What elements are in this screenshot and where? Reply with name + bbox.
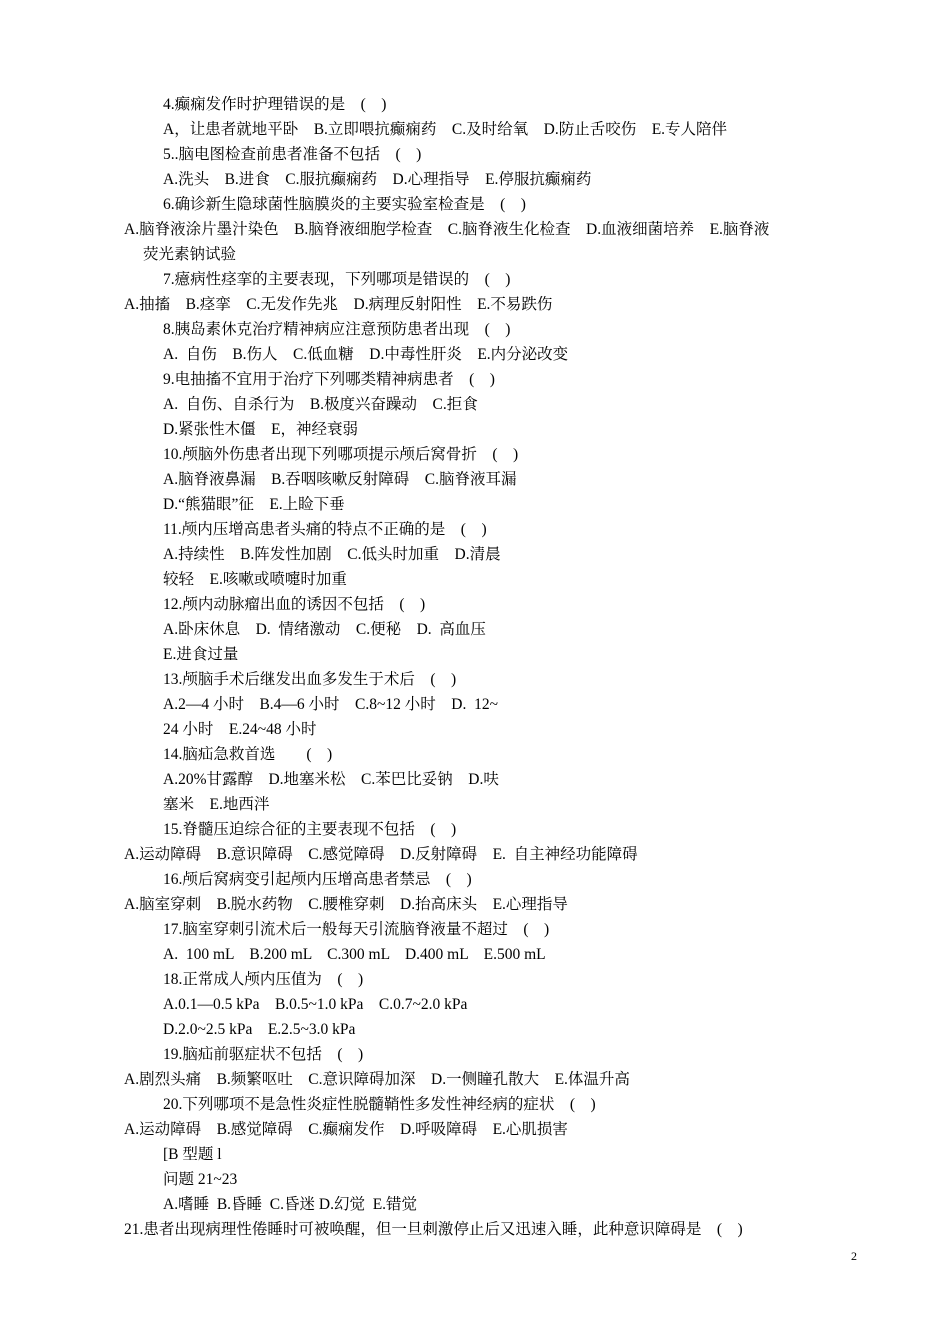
question-7-options: A.抽搐 B.痉挛 C.无发作先兆 D.病理反射阳性 E.不易跌伤 [124,296,553,313]
question-20-options: A.运动障碍 B.感觉障碍 C.癫痫发作 D.呼吸障碍 E.心肌损害 [124,1121,568,1138]
question-16: 16.颅后窝病变引起颅内压增高患者禁忌 ( ) [163,871,472,888]
question-19-options: A.剧烈头痛 B.频繁呕吐 C.意识障碍加深 D.一侧瞳孔散大 E.体温升高 [124,1071,630,1088]
question-9: 9.电抽搐不宜用于治疗下列哪类精神病患者 ( ) [163,371,495,388]
page-number: 2 [851,1249,857,1263]
question-10: 10.颅脑外伤患者出现下列哪项提示颅后窝骨折 ( ) [163,446,519,463]
question-group-label: 问题 21~23 [163,1171,238,1188]
question-11-options-cont: 较轻 E.咳嗽或喷嚏时加重 [163,571,347,588]
question-13: 13.颅脑手术后继发出血多发生于术后 ( ) [163,671,457,688]
question-6: 6.确诊新生隐球菌性脑膜炎的主要实验室检查是 ( ) [163,196,526,213]
shared-options: A.嗜睡 B.昏睡 C.昏迷 D.幻觉 E.错觉 [163,1196,418,1213]
question-5-options: A.洗头 B.进食 C.服抗癫痫药 D.心理指导 E.停服抗癫痫药 [163,171,592,188]
question-18: 18.正常成人颅内压值为 ( ) [163,971,364,988]
question-11-options: A.持续性 B.阵发性加剧 C.低头时加重 D.清晨 [163,546,501,563]
section-heading-b-type: [B 型题 l [163,1146,222,1163]
question-7: 7.癔病性痉挛的主要表现，下列哪项是错误的 ( ) [163,271,511,288]
question-10-options-cont: D.“熊猫眼”征 E.上睑下垂 [163,496,345,513]
question-18-options: A.0.1—0.5 kPa B.0.5~1.0 kPa C.0.7~2.0 kPa [163,996,468,1013]
question-12-options: A.卧床休息 D. 情绪激动 C.便秘 D. 高血压 [163,621,486,638]
question-15-options: A.运动障碍 B.意识障碍 C.感觉障碍 D.反射障碍 E. 自主神经功能障碍 [124,846,638,863]
question-18-options-cont: D.2.0~2.5 kPa E.2.5~3.0 kPa [163,1021,356,1038]
question-15: 15.脊髓压迫综合征的主要表现不包括 ( ) [163,821,457,838]
question-14-options: A.20%甘露醇 D.地塞米松 C.苯巴比妥钠 D.呋 [163,771,499,788]
question-6-options-cont: 荧光素钠试验 [143,246,237,263]
question-8: 8.胰岛素休克治疗精神病应注意预防患者出现 ( ) [163,321,511,338]
question-16-options: A.脑室穿刺 B.脱水药物 C.腰椎穿刺 D.抬高床头 E.心理指导 [124,896,568,913]
question-10-options: A.脑脊液鼻漏 B.吞咽咳嗽反射障碍 C.脑脊液耳漏 [163,471,517,488]
question-14-options-cont: 塞米 E.地西泮 [163,796,270,813]
question-13-options: A.2—4 小时 B.4—6 小时 C.8~12 小时 D. 12~ [163,696,498,713]
question-5: 5..脑电图检查前患者准备不包括 ( ) [163,146,422,163]
question-13-options-cont: 24 小时 E.24~48 小时 [163,721,317,738]
question-14: 14.脑疝急救首选 ( ) [163,746,333,763]
question-12: 12.颅内动脉瘤出血的诱因不包括 ( ) [163,596,426,613]
question-17: 17.脑室穿刺引流术后一般每天引流脑脊液量不超过 ( ) [163,921,550,938]
question-4: 4.癫痫发作时护理错误的是 ( ) [163,96,387,113]
question-4-options: A，让患者就地平卧 B.立即喂抗癫痫药 C.及时给氧 D.防止舌咬伤 E.专人陪伴 [163,121,728,138]
question-6-options: A.脑脊液涂片墨汁染色 B.脑脊液细胞学检查 C.脑脊液生化检查 D.血液细菌培养 E.脑脊液 [124,221,770,238]
question-9-options: A. 自伤、自杀行为 B.极度兴奋躁动 C.拒食 [163,396,478,413]
question-12-options-cont: E.进食过量 [163,646,239,663]
question-21: 21.患者出现病理性倦睡时可被唤醒，但一旦刺激停止后又迅速入睡，此种意识障碍是 ( ) [124,1221,743,1238]
question-11: 11.颅内压增高患者头痛的特点不正确的是 ( ) [163,521,487,538]
question-8-options: A. 自伤 B.伤人 C.低血糖 D.中毒性肝炎 E.内分泌改变 [163,346,569,363]
question-20: 20.下列哪项不是急性炎症性脱髓鞘性多发性神经病的症状 ( ) [163,1096,596,1113]
question-17-options: A. 100 mL B.200 mL C.300 mL D.400 mL E.500 mL [163,946,546,963]
question-19: 19.脑疝前驱症状不包括 ( ) [163,1046,364,1063]
question-9-options-cont: D.紧张性木僵 E，神经衰弱 [163,421,359,438]
